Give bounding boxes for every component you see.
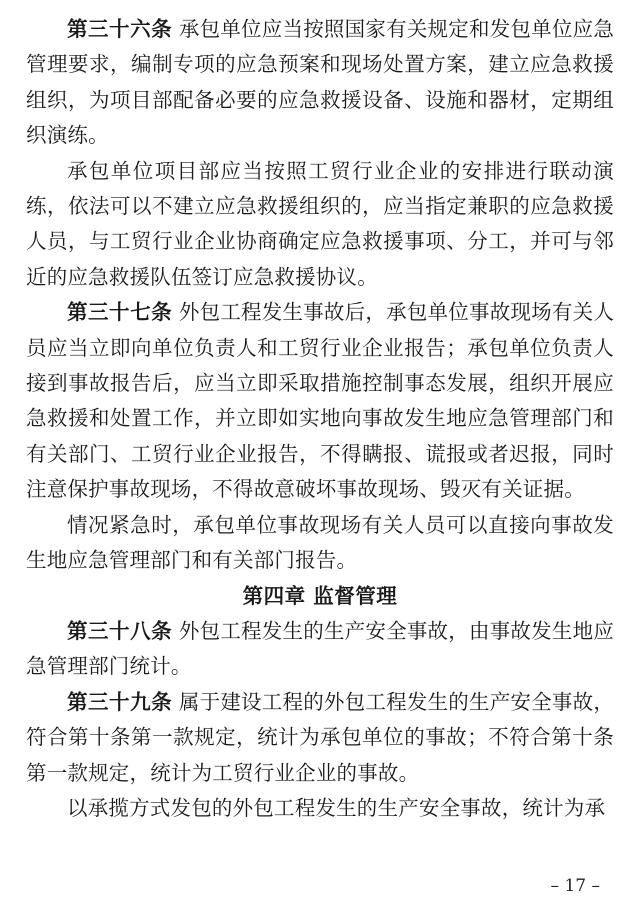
article-37 xyxy=(26,295,614,507)
paragraph xyxy=(26,154,614,296)
article-38 xyxy=(26,614,614,685)
paragraph-text: 情况紧急时，承包单位事故现场有关人员可以直接向事故发生地应急管理部门和有关部门报告。 xyxy=(26,512,614,573)
article-text: 外包工程发生事故后，承包单位事故现场有关人员应当立即向单位负责人和工贸行业企业报告；承包单位负责人接到事故报告后，应当立即采取措施控制事态发展，组织开展应急救援和处置工作，并立即如实地向事故发生地应急管理部门和有关部门、工贸行业企业报告，不得瞒报、谎报或者迟报，同时注意保护事故现场，不得故意破坏事故现场、毁灭有关证据。 xyxy=(26,300,615,502)
chapter-title: 第四章 监督管理 xyxy=(242,583,398,608)
document-page xyxy=(26,12,614,826)
paragraph xyxy=(26,508,614,579)
page-number: – 17 – xyxy=(550,876,600,896)
article-36 xyxy=(26,12,614,154)
paragraph-text: 以承揽方式发包的外包工程发生的生产安全事故，统计为承 xyxy=(67,795,606,820)
article-number: 第三十七条 xyxy=(67,300,173,325)
article-number: 第三十八条 xyxy=(67,618,173,643)
article-number: 第三十九条 xyxy=(67,689,173,714)
article-number: 第三十六条 xyxy=(67,17,173,41)
article-text: 属于建设工程的外包工程发生的生产安全事故，符合第十条第一款规定，统计为承包单位的事故；不符合第十条第一款规定，统计为工贸行业企业的事故。 xyxy=(26,689,615,785)
paragraph-text: 承包单位项目部应当按照工贸行业企业的安排进行联动演练，依法可以不建立应急救援组织的，应当指定兼职的应急救援人员，与工贸行业企业协商确定应急救援事项、分工，并可与邻近的应急救援队伍签订应急救援协议。 xyxy=(26,158,614,289)
article-text: 外包工程发生的生产安全事故，由事故发生地应急管理部门统计。 xyxy=(26,618,615,679)
article-39 xyxy=(26,685,614,791)
article-text: 承包单位应当按照国家有关规定和发包单位应急管理要求，编制专项的应急预案和现场处置方案，建立应急救援组织，为项目部配备必要的应急救援设备、设施和器材，定期组织演练。 xyxy=(26,17,615,148)
paragraph xyxy=(26,791,614,826)
